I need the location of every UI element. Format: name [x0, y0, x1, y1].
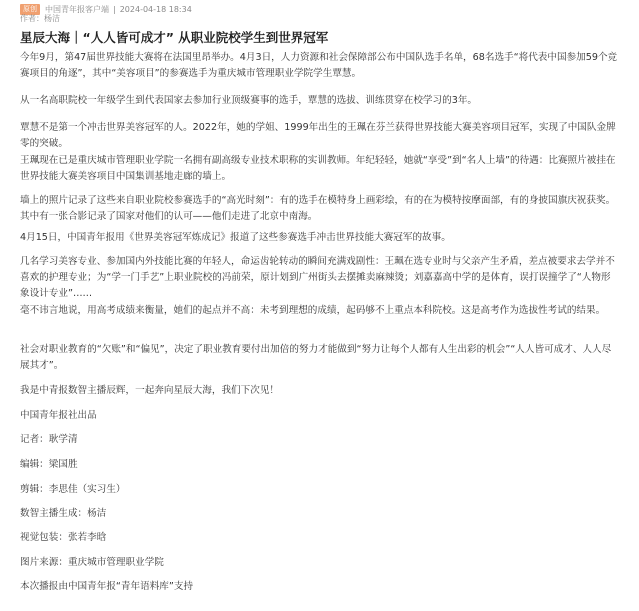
paragraph: 社会对职业教育的“欠账”和“偏见”，决定了职业教育要付出加倍的努力才能做到“努力让每个人都有人生出彩的机会”“人人皆可成才、人人尽展其才”。 — [20, 344, 612, 371]
credit-line: 编辑：梁国胜 — [20, 459, 78, 470]
author-line — [20, 13, 60, 24]
source-link[interactable]: 中国青年报客户端 — [45, 4, 109, 14]
paragraph: 今年9月，第47届世界技能大赛将在法国里昂举办。4月3日，人力资源和社会保障部公布中国队选手名单，68名选手“将代表中国参加59个竞赛项目的角逐”，其中“美容项目”的参赛选手为重庆城市管理职业学院学生覃慧。 — [20, 52, 618, 79]
original-badge: 原创 — [20, 4, 40, 15]
author-label: 作者： — [20, 14, 44, 23]
author-name: 杨洁 — [44, 14, 60, 23]
paragraph: 墙上的照片记录了这些来自职业院校参赛选手的“高光时刻”：有的选手在模特身上画彩绘，有的在为模特按摩面部，有的身披国旗庆祝获奖。其中有一张合影记录了国家对他们的认可——他们走进了北京中南海。 — [20, 195, 616, 222]
paragraph: 王珮现在已是重庆城市管理职业学院一名拥有副高级专业技术职称的实训教师。年纪轻轻，她就“享受”到“名人上墙”的待遇：比赛照片被挂在世界技能大赛美容项目中国集训基地走廊的墙上。 — [20, 155, 616, 182]
publish-datetime: 2024-04-18 18:34 — [119, 4, 192, 14]
meta-separator: | — [113, 4, 116, 14]
paragraph: 覃慧不是第一个冲击世界美容冠军的人。2022年，她的学姐、1999年出生的王珮在芬兰获得世界技能大赛美容项目冠军，实现了中国队金牌零的突破。 — [20, 122, 616, 149]
paragraph: 从一名高职院校一年级学生到代表国家去参加行业顶级赛事的选手，覃慧的选拔、训练贯穿在校学习的3年。 — [20, 95, 478, 106]
credit-line: 数智主播生成：杨洁 — [20, 508, 107, 519]
credit-line: 视觉包装：张若李晗 — [20, 532, 107, 543]
paragraph: 毫不讳言地说，用高考成绩来衡量，她们的起点并不高：未考到理想的成绩，起码够不上重点本科院校。这是高考作为选拔性考试的结果。 — [20, 305, 606, 316]
paragraph: 几名学习美容专业、参加国内外技能比赛的年轻人，命运齿轮转动的瞬间充满戏剧性：王珮在选专业时与父亲产生矛盾，差点被要求去学并不喜欢的护理专业；为“学一门手艺”上职业院校的冯前荣，原计划到广州街头去摆摊卖麻辣烫；刘嘉嘉高中学的是体育，误打误撞学了“人物形象设计专业”…… — [20, 256, 615, 299]
credit-line: 图片来源：重庆城市管理职业学院 — [20, 557, 164, 568]
paragraph: 4月15日，中国青年报用《世界美容冠军炼成记》报道了这些参赛选手冲击世界技能大赛冠军的故事。 — [20, 232, 451, 243]
credit-line: 本次播报由中国青年报“青年语料库”支持 — [20, 581, 194, 592]
credit-line: 中国青年报社出品 — [20, 410, 97, 421]
credit-line: 剪辑：李思佳（实习生） — [20, 484, 126, 495]
article-title: 星辰大海｜“人人皆可成才” 从职业院校学生到世界冠军 — [20, 30, 329, 45]
paragraph: 我是中青报数智主播辰辉，一起奔向星辰大海，我们下次见！ — [20, 385, 280, 396]
credit-line: 记者：耿学清 — [20, 434, 78, 445]
